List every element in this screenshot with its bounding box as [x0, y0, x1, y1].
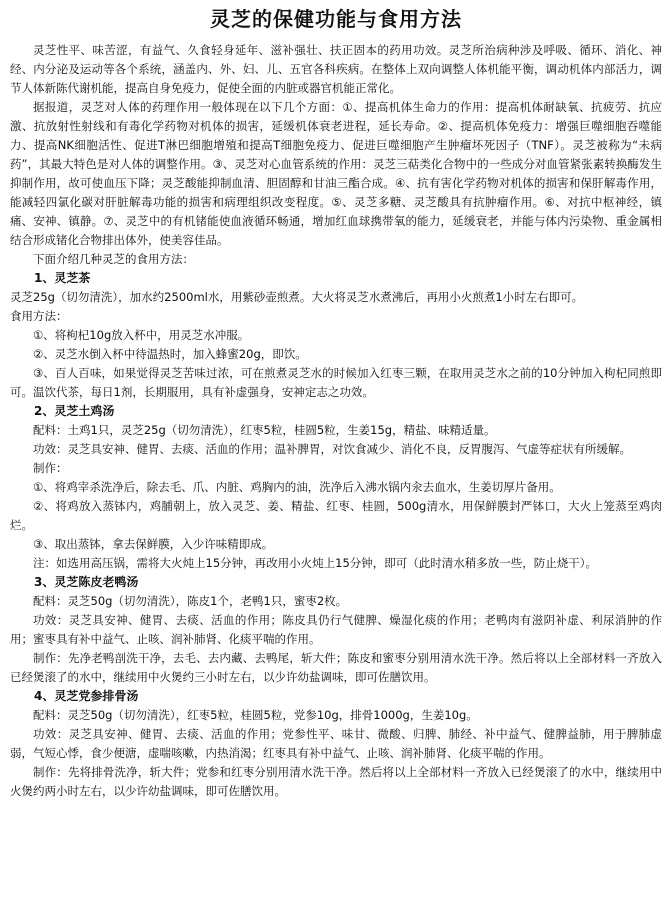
section-paragraph: ②、将鸡放入蒸钵内，鸡脯朝上，放入灵芝、姜、精盐、红枣、桂圆，500g清水，用保鲜膜封严钵口，大火上笼蒸至鸡肉烂。	[10, 499, 662, 532]
intro-paragraph: 灵芝性平、味苦涩，有益气、久食轻身延年、滋补强壮、扶正固本的药用功效。灵芝所治病种涉及呼吸、循环、消化、神经、内分泌及运动等各个系统，涵盖内、外、妇、儿、五官各科疾病。在整体上双向调整人体机能平衡，调动机体内部活力，调节人体新陈代谢机能，提高自身免疫力，促使全面的内脏或器官机能正常化。	[10, 43, 662, 95]
section-paragraph: 功效：灵芝具安神、健胃、去痰、活血的作用；温补脾胃，对饮食减少、消化不良，反胃腹泻、气虚等症状有所缓解。	[33, 442, 631, 456]
section-heading: 1、灵芝茶	[34, 271, 91, 285]
section-paragraph: 制作：	[33, 461, 68, 475]
section-paragraph: 配料：土鸡1只，灵芝25g（切勿清洗），红枣5粒，桂圆5粒，生姜15g，精盐、味精适量。	[33, 423, 496, 437]
section-paragraph: ③、百人百味，如果觉得灵芝苦味过浓，可在煎煮灵芝水的时候加入红枣三颗，在取用灵芝水之前的10分钟加入枸杞同煎即可。温饮代茶，每日1剂，长期服用，具有补虚强身，安神定志之功效。	[10, 366, 662, 399]
intro-paragraph: 据报道，灵芝对人体的药理作用一般体现在以下几个方面：①、提高机体生命力的作用：提高机体耐缺氧、抗疲劳、抗应激、抗放射性射线和有毒化学药物对机体的损害，延缓机体衰老进程，延长寿命。②、提高机体免疫力：增强巨噬细胞吞噬能力、提高NK细胞活性、促进T淋巴细胞增殖和提高T细胞免疫力、促进巨噬细胞产生肿瘤坏死因子（TNF）。灵芝被称为“未病药”，其最大特色是对人体的调整作用。③、灵芝对心血管系统的作用：灵芝三萜类化合物中的一些成分对血管紧张素转换酶发生抑制作用，故可使血压下降；灵芝酸能抑制血清、胆固醇和甘油三酯合成。④、抗有害化学药物对机体的损害和保肝解毒作用，能减轻四氯化碳对肝脏解毒功能的损害和病理组织改变程度。⑤、灵芝多糖、灵芝酸具有抗肿瘤作用。⑥、对抗中枢神经，镇痛、安神、镇静。⑦、灵芝中的有机锗能使血液循环畅通，增加红血球携带氧的能力，延缓衰老，并能与体内污染物、重金属相结合形成锗化合物排出体外，使美容佳品。	[10, 100, 662, 247]
section-paragraph: ①、将鸡宰杀洗净后，除去毛、爪、内脏、鸡胸内的油，洗净后入沸水锅内汆去血水，生姜切厚片备用。	[33, 480, 561, 494]
section-paragraph: 灵芝25g（切勿清洗），加水约2500ml水，用紫砂壶煎煮。大火将灵芝水煮沸后，再用小火煎煮1小时左右即可。	[10, 290, 584, 304]
section-paragraph: 功效：灵芝具安神、健胃、去痰、活血的作用；陈皮具仍行气健脾、燥湿化痰的作用；老鸭肉有滋阴补虚、利尿消肿的作用；蜜枣具有补中益气、止咳、润补肺肾、化痰平喘的作用。	[10, 613, 662, 646]
section-paragraph: 食用方法：	[10, 309, 68, 323]
section-paragraph: 配料：灵芝50g（切勿清洗），陈皮1个，老鸭1只，蜜枣2枚。	[33, 594, 348, 608]
section-paragraph: 功效：灵芝具安神、健胃、去痰、活血的作用；党参性平、味甘、微酸、归脾、肺经、补中益气、健脾益肺，用于脾肺虚弱，气短心悸，食少便溏，虚喘咳嗽，内热消渴；红枣具有补中益气、止咳、润补肺肾、化痰平喘的作用。	[10, 727, 662, 760]
document-body	[10, 41, 662, 801]
section-paragraph: 注：如选用高压锅，需将大火炖上15分钟，再改用小火炖上15分钟，即可（此时清水稍多放一些，防止烧干）。	[33, 556, 598, 570]
section-paragraph: 配料：灵芝50g（切勿清洗），红枣5粒，桂圆5粒，党参10g，排骨1000g，生姜10g。	[33, 708, 478, 722]
section-heading: 4、灵芝党参排骨汤	[34, 689, 139, 703]
intro-paragraph: 下面介绍几种灵芝的食用方法：	[33, 252, 194, 266]
page-title: 灵芝的保健功能与食用方法	[210, 7, 462, 31]
section-paragraph: 制作：先将排骨洗净，斩大件；党参和红枣分别用清水洗干净。然后将以上全部材料一齐放入已经煲滚了的水中，继续用中火煲约两小时左右，以少许幼盐调味，即可佐膳饮用。	[10, 765, 662, 798]
section-paragraph: ②、灵芝水倒入杯中待温热时，加入蜂蜜20g，即饮。	[33, 347, 307, 361]
section-paragraph: 制作：先净老鸭剖洗干净，去毛、去内藏、去鸭尾，斩大件；陈皮和蜜枣分别用清水洗干净。然后将以上全部材料一齐放入已经煲滚了的水中，继续用中火煲约三小时左右，以少许幼盐调味，即可佐膳饮用。	[10, 651, 662, 684]
section-heading: 3、灵芝陈皮老鸭汤	[34, 575, 139, 589]
section-paragraph: ③、取出蒸钵，拿去保鲜膜，入少许味精即成。	[33, 537, 274, 551]
section-paragraph: ①、将枸杞10g放入杯中，用灵芝水冲服。	[33, 328, 250, 342]
section-heading: 2、灵芝土鸡汤	[34, 404, 115, 418]
